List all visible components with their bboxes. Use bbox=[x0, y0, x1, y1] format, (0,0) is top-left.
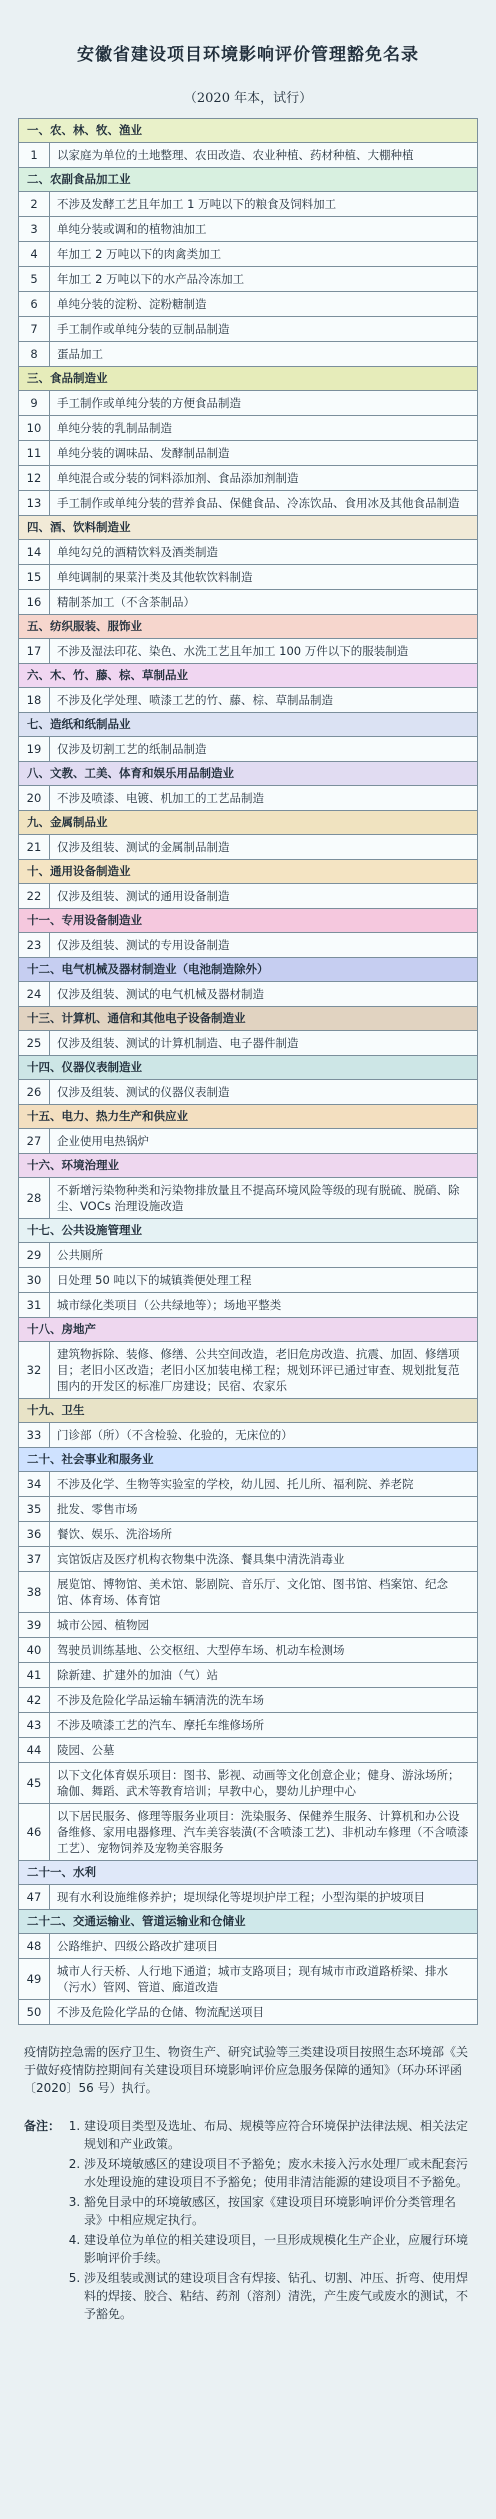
row-text: 单纯分装的调味品、发酵制品制造 bbox=[57, 446, 230, 460]
category-header: 五、纺织服装、服饰业 bbox=[19, 615, 477, 639]
row-number: 37 bbox=[19, 1547, 50, 1571]
table-row bbox=[19, 1293, 477, 1318]
row-number: 35 bbox=[19, 1497, 50, 1521]
table-row bbox=[19, 1080, 477, 1105]
row-text: 单纯混合或分装的饲料添加剂、食品添加剂制造 bbox=[57, 471, 299, 485]
table-row bbox=[19, 1522, 477, 1547]
row-text: 不涉及喷漆、电镀、机加工的工艺品制造 bbox=[57, 791, 264, 805]
table-row bbox=[19, 391, 477, 416]
table-row bbox=[19, 1688, 477, 1713]
table-row bbox=[19, 933, 477, 958]
row-text: 展览馆、博物馆、美术馆、影剧院、音乐厅、文化馆、图书馆、档案馆、纪念馆、体育场、体育馆 bbox=[57, 1577, 448, 1607]
category-header: 三、食品制造业 bbox=[19, 367, 477, 391]
row-number: 24 bbox=[19, 982, 50, 1006]
row-number: 46 bbox=[19, 1804, 50, 1860]
row-text: 城市公园、植物园 bbox=[57, 1618, 149, 1632]
table-row bbox=[19, 1268, 477, 1293]
row-number: 49 bbox=[19, 1959, 50, 1999]
row-text: 年加工 2 万吨以下的水产品冷冻加工 bbox=[57, 272, 245, 286]
row-text: 城市人行天桥、人行地下通道；城市支路项目；现有城市市政道路桥梁、排水（污水）管网、管道、廊道改造 bbox=[57, 1964, 448, 1994]
category-header: 一、农、林、牧、渔业 bbox=[19, 119, 477, 143]
table-row bbox=[19, 242, 477, 267]
row-text: 仅涉及组装、测试的金属制品制造 bbox=[57, 840, 230, 854]
row-text: 不涉及发酵工艺且年加工 1 万吨以下的粮食及饲料加工 bbox=[57, 197, 337, 211]
row-text: 公路维护、四级公路改扩建项目 bbox=[57, 1939, 218, 1953]
row-text: 门诊部（所）（不含检验、化验的，无床位的） bbox=[57, 1428, 293, 1442]
table-row bbox=[19, 1572, 477, 1613]
category-header: 十、通用设备制造业 bbox=[19, 860, 477, 884]
row-number: 32 bbox=[19, 1342, 50, 1398]
category-header: 六、木、竹、藤、棕、草制品业 bbox=[19, 664, 477, 688]
row-text: 仅涉及组装、测试的通用设备制造 bbox=[57, 889, 230, 903]
table-row bbox=[19, 1934, 477, 1959]
category-header: 八、文教、工美、体育和娱乐用品制造业 bbox=[19, 762, 477, 786]
row-number: 50 bbox=[19, 2000, 50, 2024]
row-text: 建筑物拆除、装修、修缮、公共空间改造，老旧危房改造、抗震、加固、修缮项目；老旧小区改造；老旧小区加装电梯工程；规划环评已通过审查、规划批复范围内的开发区的标准厂房建设；民宿、农家乐 bbox=[57, 1347, 460, 1393]
row-text: 仅涉及组装、测试的仪器仪表制造 bbox=[57, 1085, 230, 1099]
row-text: 不涉及危险化学品运输车辆清洗的洗车场 bbox=[57, 1693, 264, 1707]
note-item: 5. 涉及组装或测试的建设项目含有焊接、钻孔、切割、冲压、折弯、使用焊料的焊接、胶合、粘结、药剂（溶剂）清洗，产生废气或废水的测试，不予豁免。 bbox=[84, 2269, 472, 2323]
row-number: 48 bbox=[19, 1934, 50, 1958]
row-number: 3 bbox=[19, 217, 50, 241]
row-number: 23 bbox=[19, 933, 50, 957]
row-text: 陵园、公墓 bbox=[57, 1743, 115, 1757]
category-header: 二十、社会事业和服务业 bbox=[19, 1448, 477, 1472]
row-number: 38 bbox=[19, 1572, 50, 1612]
category-header: 十五、电力、热力生产和供应业 bbox=[19, 1105, 477, 1129]
row-number: 6 bbox=[19, 292, 50, 316]
table-row bbox=[19, 441, 477, 466]
row-text: 宾馆饭店及医疗机构衣物集中洗涤、餐具集中清洗消毒业 bbox=[57, 1552, 345, 1566]
table-row bbox=[19, 466, 477, 491]
table-row bbox=[19, 1638, 477, 1663]
table-row bbox=[19, 590, 477, 615]
category-header: 十九、卫生 bbox=[19, 1399, 477, 1423]
row-text: 不涉及喷漆工艺的汽车、摩托车维修场所 bbox=[57, 1718, 264, 1732]
category-header: 十六、环境治理业 bbox=[19, 1154, 477, 1178]
row-number: 28 bbox=[19, 1178, 50, 1218]
row-text: 手工制作或单纯分装的营养食品、保健食品、冷冻饮品、食用冰及其他食品制造 bbox=[57, 496, 460, 510]
row-number: 21 bbox=[19, 835, 50, 859]
table-row bbox=[19, 688, 477, 713]
row-text: 仅涉及组装、测试的计算机制造、电子器件制造 bbox=[57, 1036, 299, 1050]
table-row bbox=[19, 1663, 477, 1688]
table-row bbox=[19, 884, 477, 909]
row-number: 15 bbox=[19, 565, 50, 589]
row-number: 16 bbox=[19, 590, 50, 614]
page-subtitle: （2020 年本，试行） bbox=[183, 91, 313, 106]
row-text: 单纯调制的果菜汁类及其他软饮料制造 bbox=[57, 570, 253, 584]
category-header: 七、造纸和纸制品业 bbox=[19, 713, 477, 737]
table-row bbox=[19, 1342, 477, 1399]
row-number: 8 bbox=[19, 342, 50, 366]
row-number: 34 bbox=[19, 1472, 50, 1496]
row-number: 17 bbox=[19, 639, 50, 663]
row-text: 仅涉及组装、测试的电气机械及器材制造 bbox=[57, 987, 264, 1001]
category-header: 二、农副食品加工业 bbox=[19, 168, 477, 192]
table-row bbox=[19, 982, 477, 1007]
row-text: 除新建、扩建外的加油（气）站 bbox=[57, 1668, 218, 1682]
note-item: 4. 建设单位为单位的相关建设项目，一旦形成规模化生产企业，应履行环境影响评价手续。 bbox=[84, 2231, 472, 2267]
row-text: 以家庭为单位的土地整理、农田改造、农业种植、药材种植、大棚种植 bbox=[57, 148, 414, 162]
table-row bbox=[19, 835, 477, 860]
table-row bbox=[19, 491, 477, 516]
notes-list bbox=[66, 2117, 472, 2325]
row-text: 不涉及危险化学品的仓储、物流配送项目 bbox=[57, 2005, 264, 2019]
row-number: 27 bbox=[19, 1129, 50, 1153]
category-header: 二十二、交通运输业、管道运输业和仓储业 bbox=[19, 1910, 477, 1934]
row-number: 47 bbox=[19, 1885, 50, 1909]
row-number: 30 bbox=[19, 1268, 50, 1292]
row-number: 31 bbox=[19, 1293, 50, 1317]
table-row bbox=[19, 2000, 477, 2025]
epidemic-notice: 疫情防控急需的医疗卫生、物资生产、研究试验等三类建设项目按照生态环境部《关于做好疫情防控期间有关建设项目环境影响评价应急服务保障的通知》（环办环评函〔2020〕56 号）执行。 bbox=[24, 2045, 469, 2095]
row-number: 29 bbox=[19, 1243, 50, 1267]
row-text: 公共厕所 bbox=[57, 1248, 103, 1262]
row-text: 以下文化体育娱乐项目：图书、影视、动画等文化创意企业；健身、游泳场所；瑜伽、舞蹈、武术等教育培训；早教中心，婴幼儿护理中心 bbox=[57, 1768, 460, 1798]
table-row bbox=[19, 1472, 477, 1497]
row-text: 不涉及湿法印花、染色、水洗工艺且年加工 100 万件以下的服装制造 bbox=[57, 644, 409, 658]
table-row bbox=[19, 565, 477, 590]
table-row bbox=[19, 1713, 477, 1738]
table-row bbox=[19, 540, 477, 565]
row-number: 42 bbox=[19, 1688, 50, 1712]
row-text: 单纯分装或调和的植物油加工 bbox=[57, 222, 207, 236]
row-number: 44 bbox=[19, 1738, 50, 1762]
category-header: 九、金属制品业 bbox=[19, 811, 477, 835]
table-row bbox=[19, 317, 477, 342]
table-row bbox=[19, 267, 477, 292]
table-row bbox=[19, 1547, 477, 1572]
table-row bbox=[19, 1763, 477, 1804]
table-row bbox=[19, 143, 477, 168]
row-number: 26 bbox=[19, 1080, 50, 1104]
note-item: 2. 涉及环境敏感区的建设项目不予豁免；废水未接入污水处理厂或未配套污水处理设施的建设项目不予豁免；使用非清洁能源的建设项目不予豁免。 bbox=[84, 2155, 472, 2191]
category-header: 十四、仪器仪表制造业 bbox=[19, 1056, 477, 1080]
table-row bbox=[19, 737, 477, 762]
row-number: 7 bbox=[19, 317, 50, 341]
row-text: 企业使用电热锅炉 bbox=[57, 1134, 149, 1148]
notes-section bbox=[18, 2107, 478, 2325]
row-text: 单纯分装的淀粉、淀粉糖制造 bbox=[57, 297, 207, 311]
row-number: 2 bbox=[19, 192, 50, 216]
row-number: 5 bbox=[19, 267, 50, 291]
table-row bbox=[19, 1031, 477, 1056]
row-text: 餐饮、娱乐、洗浴场所 bbox=[57, 1527, 172, 1541]
row-number: 10 bbox=[19, 416, 50, 440]
table-row bbox=[19, 342, 477, 367]
row-text: 现有水利设施维修养护；堤坝绿化等堤坝护岸工程；小型沟渠的护坡项目 bbox=[57, 1890, 425, 1904]
page-title: 安徽省建设项目环境影响评价管理豁免名录 bbox=[77, 45, 419, 65]
row-text: 仅涉及切割工艺的纸制品制造 bbox=[57, 742, 207, 756]
table-row bbox=[19, 1804, 477, 1861]
row-number: 12 bbox=[19, 466, 50, 490]
row-text: 仅涉及组装、测试的专用设备制造 bbox=[57, 938, 230, 952]
note-item: 1. 建设项目类型及选址、布局、规模等应符合环境保护法律法规、相关法定规划和产业政策。 bbox=[84, 2117, 472, 2153]
table-row bbox=[19, 1738, 477, 1763]
row-text: 单纯分装的乳制品制造 bbox=[57, 421, 172, 435]
category-header: 十八、房地产 bbox=[19, 1318, 477, 1342]
table-row bbox=[19, 416, 477, 441]
table-row bbox=[19, 639, 477, 664]
row-number: 11 bbox=[19, 441, 50, 465]
row-text: 年加工 2 万吨以下的肉禽类加工 bbox=[57, 247, 222, 261]
row-number: 33 bbox=[19, 1423, 50, 1447]
row-text: 不新增污染物种类和污染物排放量且不提高环境风险等级的现有脱硫、脱硝、除尘、VOCs 治理设施改造 bbox=[57, 1183, 460, 1213]
row-text: 不涉及化学、生物等实验室的学校，幼儿园、托儿所、福利院、养老院 bbox=[57, 1477, 414, 1491]
exemption-table bbox=[18, 118, 478, 2025]
table-row bbox=[19, 192, 477, 217]
table-row bbox=[19, 786, 477, 811]
table-row bbox=[19, 292, 477, 317]
category-header: 四、酒、饮料制造业 bbox=[19, 516, 477, 540]
row-number: 41 bbox=[19, 1663, 50, 1687]
row-text: 不涉及化学处理、喷漆工艺的竹、藤、棕、草制品制造 bbox=[57, 693, 333, 707]
row-number: 13 bbox=[19, 491, 50, 515]
table-row bbox=[19, 1613, 477, 1638]
table-row bbox=[19, 1243, 477, 1268]
row-number: 45 bbox=[19, 1763, 50, 1803]
row-text: 蛋品加工 bbox=[57, 347, 103, 361]
row-text: 手工制作或单纯分装的方便食品制造 bbox=[57, 396, 241, 410]
row-text: 手工制作或单纯分装的豆制品制造 bbox=[57, 322, 230, 336]
row-number: 25 bbox=[19, 1031, 50, 1055]
table-row bbox=[19, 1497, 477, 1522]
row-text: 单纯勾兑的酒精饮料及酒类制造 bbox=[57, 545, 218, 559]
row-number: 19 bbox=[19, 737, 50, 761]
row-number: 4 bbox=[19, 242, 50, 266]
row-number: 43 bbox=[19, 1713, 50, 1737]
category-header: 十二、电气机械及器材制造业（电池制造除外） bbox=[19, 958, 477, 982]
table-row bbox=[19, 1129, 477, 1154]
row-number: 39 bbox=[19, 1613, 50, 1637]
row-number: 40 bbox=[19, 1638, 50, 1662]
category-header: 十三、计算机、通信和其他电子设备制造业 bbox=[19, 1007, 477, 1031]
table-row bbox=[19, 1959, 477, 2000]
notes-label: 备注： bbox=[24, 2119, 61, 2133]
row-number: 36 bbox=[19, 1522, 50, 1546]
row-text: 驾驶员训练基地、公交枢纽、大型停车场、机动车检测场 bbox=[57, 1643, 345, 1657]
table-row bbox=[19, 1885, 477, 1910]
row-text: 以下居民服务、修理等服务业项目：洗染服务、保健养生服务、计算机和办公设备维修、家用电器修理、汽车美容装潢(不含喷漆工艺)、非机动车修理（不含喷漆工艺）、宠物饲养及宠物美容服务 bbox=[57, 1809, 469, 1855]
row-text: 城市绿化类项目（公共绿地等）；场地平整类 bbox=[57, 1298, 282, 1312]
row-text: 批发、零售市场 bbox=[57, 1502, 138, 1516]
note-item: 3. 豁免目录中的环境敏感区，按国家《建设项目环境影响评价分类管理名录》中相应规定执行。 bbox=[84, 2193, 472, 2229]
row-number: 18 bbox=[19, 688, 50, 712]
table-row bbox=[19, 217, 477, 242]
row-text: 日处理 50 吨以下的城镇粪便处理工程 bbox=[57, 1273, 252, 1287]
row-number: 22 bbox=[19, 884, 50, 908]
row-number: 20 bbox=[19, 786, 50, 810]
row-number: 14 bbox=[19, 540, 50, 564]
row-text: 精制茶加工（不含茶制品） bbox=[57, 595, 195, 609]
row-number: 1 bbox=[19, 143, 50, 167]
row-number: 9 bbox=[19, 391, 50, 415]
table-row bbox=[19, 1423, 477, 1448]
category-header: 十七、公共设施管理业 bbox=[19, 1219, 477, 1243]
table-row bbox=[19, 1178, 477, 1219]
category-header: 十一、专用设备制造业 bbox=[19, 909, 477, 933]
category-header: 二十一、水利 bbox=[19, 1861, 477, 1885]
